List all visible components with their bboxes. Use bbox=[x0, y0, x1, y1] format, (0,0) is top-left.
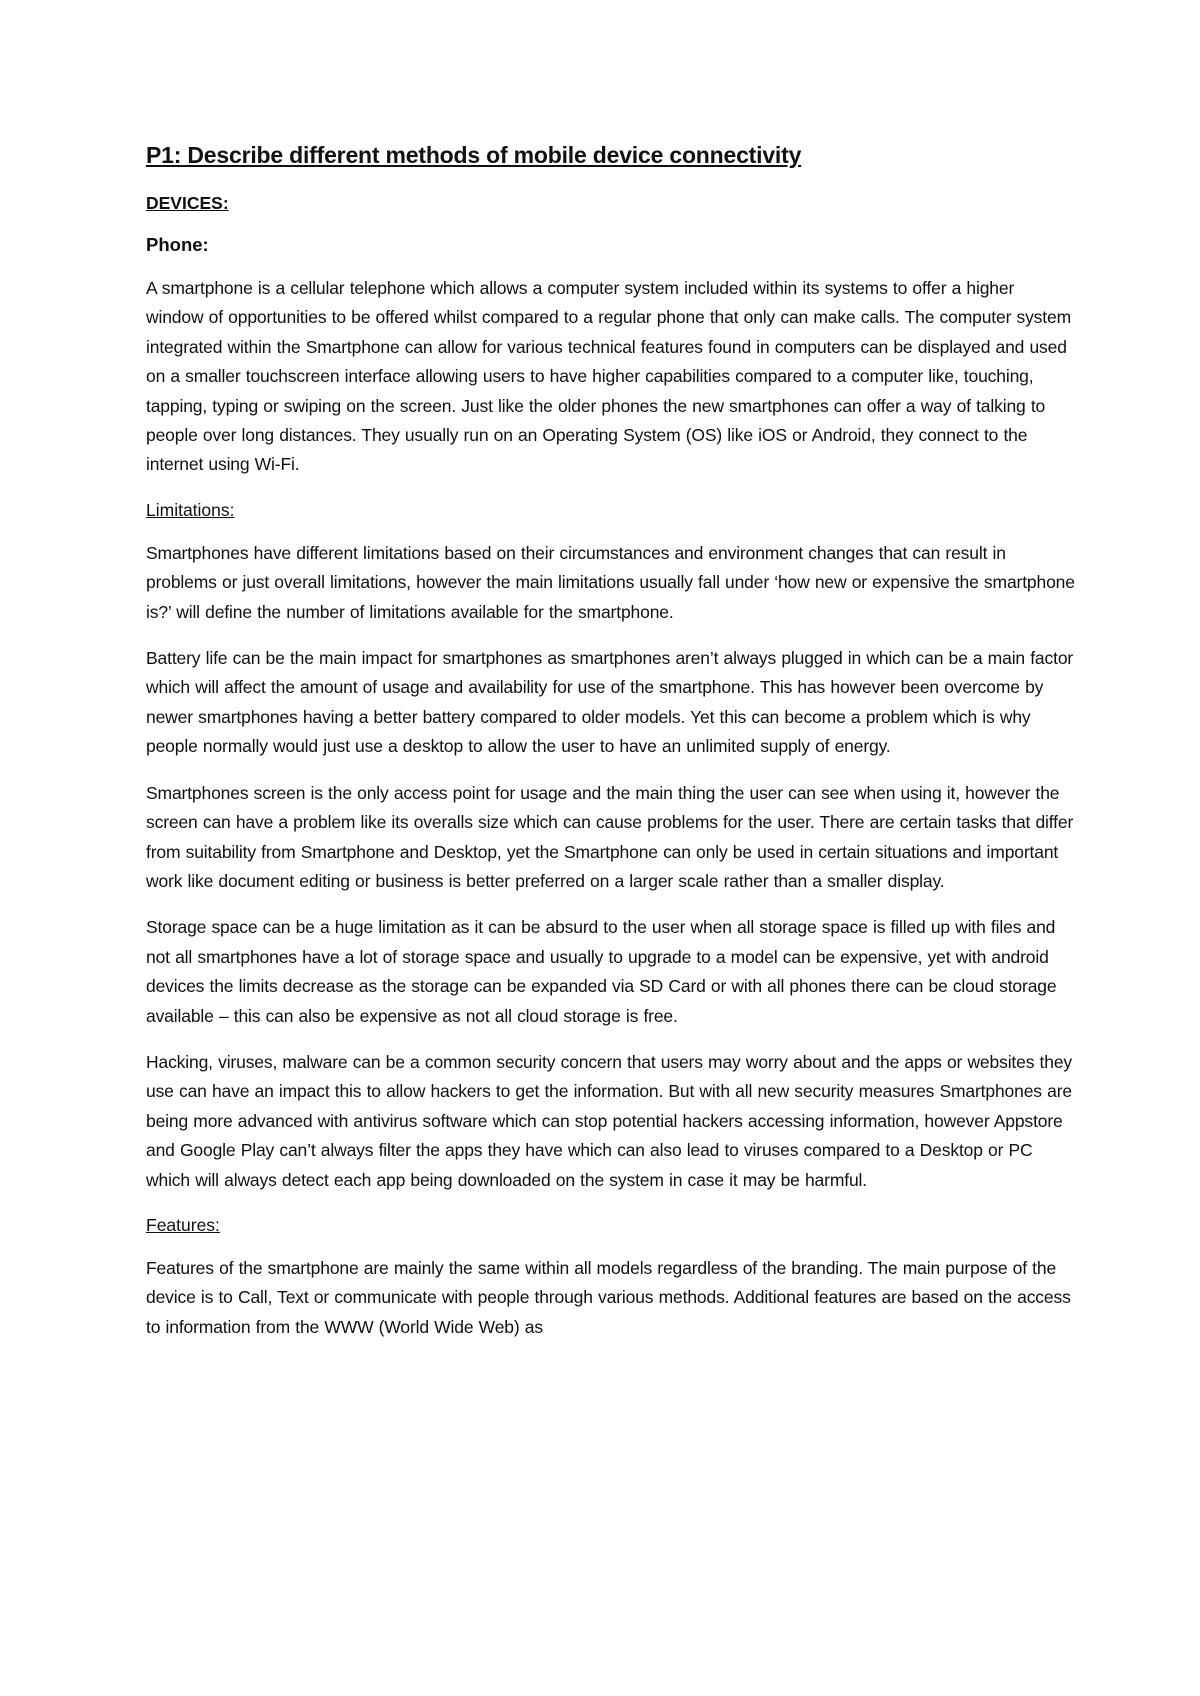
screen-paragraph: Smartphones screen is the only access point for usage and the main thing the user can see when using it, however the screen can have a problem like its overalls size which can cause problems for the user. There are certain tasks that differ from suitability from Smartphone and Desktop, yet the Smartphone can only be used in certain situations and important work like document editing or business is better preferred on a larger scale rather than a smaller display. bbox=[146, 782, 1074, 891]
limitations-paragraph: Smartphones have different limitations based on their circumstances and environment changes that can result in problems or just overall limitations, however the main limitations usually fall under ‘how new or expensive the smartphone is?’ will define the number of limitations available for the smartphone. bbox=[146, 542, 1075, 622]
limitations-label: Limitations: bbox=[146, 499, 235, 520]
features-label: Features: bbox=[146, 1214, 220, 1235]
document-page bbox=[146, 140, 1076, 1359]
page-title: P1: Describe different methods of mobile device connectivity bbox=[146, 142, 802, 168]
sub-heading-phone: Phone: bbox=[146, 234, 209, 255]
section-heading-devices: DEVICES: bbox=[146, 193, 229, 213]
intro-paragraph: A smartphone is a cellular telephone which allows a computer system included within its systems to offer a higher window of opportunities to be offered whilst compared to a regular phone that only can make calls. The computer system integrated within the Smartphone can allow for various technical features found in computers can be displayed and used on a smaller touchscreen interface allowing users to have higher capabilities compared to a computer like, touching, tapping, typing or swiping on the screen. Just like the older phones the new smartphones can offer a way of talking to people over long distances. They usually run on an Operating System (OS) like iOS or Android, they connect to the internet using Wi-Fi. bbox=[146, 278, 1071, 475]
security-paragraph: Hacking, viruses, malware can be a common security concern that users may worry about and the apps or websites they use can have an impact this to allow hackers to get the information. But with all new security measures Smartphones are being more advanced with antivirus software which can stop potential hackers accessing information, however Appstore and Google Play can’t always filter the apps they have which can also lead to viruses compared to a Desktop or PC which will always detect each app being downloaded on the system in case it may be harmful. bbox=[146, 1051, 1073, 1190]
battery-paragraph: Battery life can be the main impact for smartphones as smartphones aren’t always plugged in which can be a main factor which will affect the amount of usage and availability for use of the smartphone. This has however been overcome by newer smartphones having a better battery compared to older models. Yet this can become a problem which is why people normally would just use a desktop to allow the user to have an unlimited supply of energy. bbox=[146, 648, 1074, 757]
storage-paragraph: Storage space can be a huge limitation as it can be absurd to the user when all storage space is filled up with files and not all smartphones have a lot of storage space and usually to upgrade to a model can be expensive, yet with android devices the limits decrease as the storage can be expanded via SD Card or with all phones there can be cloud storage available – this can also be expensive as not all cloud storage is free. bbox=[146, 917, 1057, 1026]
features-paragraph: Features of the smartphone are mainly the same within all models regardless of the branding. The main purpose of the device is to Call, Text or communicate with people through various methods. Additional features are based on the access to information from the WWW (World Wide Web) as bbox=[146, 1257, 1071, 1337]
